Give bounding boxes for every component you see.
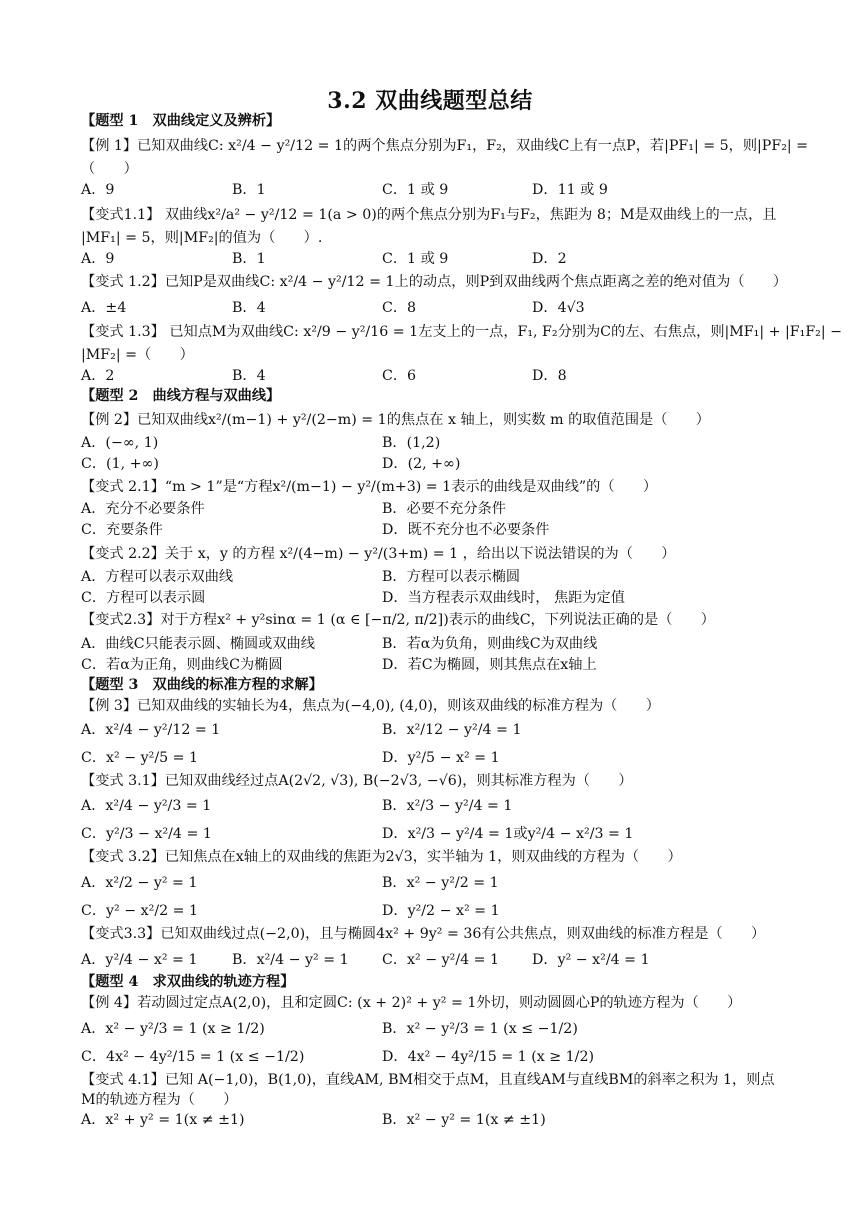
variant-3-2-option-b: B．x² − y²/2 = 1 — [382, 875, 499, 891]
variant-4-1-line-2: M的轨迹方程为（ ） — [81, 1092, 238, 1108]
variant-1-3-option-d: D．8 — [532, 368, 567, 384]
example-3-option-b: B．x²/12 − y²/4 = 1 — [382, 722, 522, 738]
example-4-option-b: B．x² − y²/3 = 1 (x ≤ −1/2) — [382, 1021, 578, 1037]
example-4-option-a: A．x² − y²/3 = 1 (x ≥ 1/2) — [81, 1021, 265, 1037]
variant-2-3-option-c: C．若α为正角，则曲线C为椭圆 — [81, 657, 283, 673]
variant-2-2-option-c: C．方程可以表示圆 — [81, 590, 206, 606]
variant-3-1-option-a: A．x²/4 − y²/3 = 1 — [81, 798, 212, 814]
variant-2-1-option-b: B．必要不充分条件 — [382, 501, 506, 517]
variant-1-1-option-c: C．1 或 9 — [382, 251, 449, 267]
section-heading-1: 【题型 1 双曲线定义及辨析】 — [81, 113, 281, 129]
page-title: 3.2 双曲线题型总结 — [327, 88, 533, 114]
variant-1-2-option-b: B．4 — [232, 300, 266, 316]
variant-2-1-option-a: A．充分不必要条件 — [81, 501, 205, 517]
variant-4-1-line-1: 【变式 4.1】已知 A(−1,0)，B(1,0)，直线AM, BM相交于点M，且直线AM与直线BM的斜率之积为 1，则点 — [81, 1072, 775, 1088]
variant-3-2-option-a: A．x²/2 − y² = 1 — [81, 875, 198, 891]
variant-4-1-option-a: A．x² + y² = 1(x ≠ ±1) — [81, 1112, 245, 1128]
example-1-option-c: C．1 或 9 — [382, 182, 449, 198]
variant-1-3-option-b: B．4 — [232, 368, 266, 384]
variant-2-2-option-a: A．方程可以表示双曲线 — [81, 569, 234, 585]
variant-2-1-line-1: 【变式 2.1】“m > 1”是“方程x²/(m−1) − y²/(m+3) = 1表示的曲线是双曲线”的（ ） — [81, 479, 658, 495]
variant-1-1-line-2: |MF₁| = 5，则|MF₂|的值为（ ）. — [81, 230, 323, 246]
example-1-line-1: 【例 1】已知双曲线C: x²/4 − y²/12 = 1的两个焦点分别为F₁，F₂，双曲线C上有一点P，若|PF₁| = 5，则|PF₂| = — [81, 138, 809, 154]
variant-3-3-option-d: D．y² − x²/4 = 1 — [532, 952, 650, 968]
example-2-option-c: C．(1, +∞) — [81, 456, 159, 472]
variant-1-2-option-a: A．±4 — [81, 300, 127, 316]
variant-2-3-option-b: B．若α为负角，则曲线C为双曲线 — [382, 636, 598, 652]
example-4-line-1: 【例 4】若动圆过定点A(2,0)，且和定圆C: (x + 2)² + y² = 1外切，则动圆圆心P的轨迹方程为（ ） — [81, 995, 742, 1011]
example-1-option-b: B．1 — [232, 182, 266, 198]
example-4-option-d: D．4x² − 4y²/15 = 1 (x ≥ 1/2) — [382, 1049, 595, 1065]
variant-3-3-option-b: B．x²/4 − y² = 1 — [232, 952, 349, 968]
example-1-line-2: （ ） — [81, 161, 138, 177]
example-3-option-d: D．y²/5 − x² = 1 — [382, 750, 500, 766]
variant-3-1-option-d: D．x²/3 − y²/4 = 1或y²/4 − x²/3 = 1 — [382, 826, 634, 842]
example-2-option-d: D．(2, +∞) — [382, 456, 461, 472]
variant-3-2-line-1: 【变式 3.2】已知焦点在x轴上的双曲线的焦距为2√3，实半轴为 1，则双曲线的方程为（ ） — [81, 849, 682, 865]
example-4-option-c: C．4x² − 4y²/15 = 1 (x ≤ −1/2) — [81, 1049, 305, 1065]
variant-2-1-option-d: D．既不充分也不必要条件 — [382, 522, 550, 538]
variant-3-3-line-1: 【变式3.3】已知双曲线过点(−2,0)，且与椭圆4x² + 9y² = 36有公共焦点，则双曲线的标准方程是（ ） — [81, 926, 766, 942]
variant-1-2-option-c: C．8 — [382, 300, 417, 316]
section-heading-3: 【题型 3 双曲线的标准方程的求解】 — [81, 677, 323, 693]
variant-2-3-line-1: 【变式2.3】对于方程x² + y²sinα = 1 (α ∈ [−π/2, π/2])表示的曲线C，下列说法正确的是（ ） — [81, 612, 715, 628]
example-3-option-a: A．x²/4 − y²/12 = 1 — [81, 722, 221, 738]
variant-3-3-option-c: C．x² − y²/4 = 1 — [382, 952, 500, 968]
section-heading-2: 【题型 2 曲线方程与双曲线】 — [81, 388, 281, 404]
variant-3-1-line-1: 【变式 3.1】已知双曲线经过点A(2√2, √3), B(−2√3, −√6)，则其标准方程为（ ） — [81, 773, 633, 789]
variant-3-2-option-c: C．y² − x²/2 = 1 — [81, 903, 199, 919]
variant-2-1-option-c: C．充要条件 — [81, 522, 163, 538]
example-3-option-c: C．x² − y²/5 = 1 — [81, 750, 199, 766]
example-2-option-a: A．(−∞, 1) — [81, 435, 159, 451]
variant-2-3-option-d: D．若C为椭圆，则其焦点在x轴上 — [382, 657, 597, 673]
variant-1-3-line-1: 【变式 1.3】 已知点M为双曲线C: x²/9 − y²/16 = 1左支上的一点，F₁, F₂分别为C的左、右焦点，则|MF₁| + |F₁F₂| − — [81, 324, 843, 340]
example-1-option-a: A．9 — [81, 182, 115, 198]
variant-1-3-option-c: C．6 — [382, 368, 417, 384]
variant-1-2-option-d: D．4√3 — [532, 300, 585, 316]
variant-3-2-option-d: D．y²/2 − x² = 1 — [382, 903, 500, 919]
variant-1-3-option-a: A．2 — [81, 368, 115, 384]
variant-3-1-option-b: B．x²/3 − y²/4 = 1 — [382, 798, 513, 814]
variant-2-2-option-b: B．方程可以表示椭圆 — [382, 569, 521, 585]
example-2-option-b: B．(1,2) — [382, 435, 441, 451]
variant-3-3-option-a: A．y²/4 − x² = 1 — [81, 952, 198, 968]
variant-1-2-line-1: 【变式 1.2】已知P是双曲线C: x²/4 − y²/12 = 1上的动点，则P到双曲线两个焦点距离之差的绝对值为（ ） — [81, 274, 788, 290]
variant-4-1-option-b: B．x² − y² = 1(x ≠ ±1) — [382, 1112, 546, 1128]
example-3-line-1: 【例 3】已知双曲线的实轴长为4，焦点为(−4,0), (4,0)，则该双曲线的标准方程为（ ） — [81, 698, 660, 714]
variant-2-3-option-a: A．曲线C只能表示圆、椭圆或双曲线 — [81, 636, 315, 652]
variant-1-3-line-2: |MF₂| =（ ） — [81, 347, 194, 363]
variant-1-1-option-d: D．2 — [532, 251, 567, 267]
variant-1-1-option-b: B．1 — [232, 251, 266, 267]
example-1-option-d: D．11 或 9 — [532, 182, 608, 198]
variant-1-1-line-1: 【变式1.1】 双曲线x²/a² − y²/12 = 1(a > 0)的两个焦点分别为F₁与F₂，焦距为 8；M是双曲线上的一点，且 — [81, 207, 777, 223]
variant-2-2-line-1: 【变式 2.2】关于 x，y 的方程 x²/(4−m) − y²/(3+m) = 1 ，给出以下说法错误的为（ ） — [81, 546, 676, 562]
example-2-line-1: 【例 2】已知双曲线x²/(m−1) + y²/(2−m) = 1的焦点在 x 轴上，则实数 m 的取值范围是（ ） — [81, 412, 710, 428]
section-heading-4: 【题型 4 求双曲线的轨迹方程】 — [81, 974, 295, 990]
variant-2-2-option-d: D．当方程表示双曲线时， 焦距为定值 — [382, 590, 625, 606]
variant-1-1-option-a: A．9 — [81, 251, 115, 267]
variant-3-1-option-c: C．y²/3 − x²/4 = 1 — [81, 826, 212, 842]
